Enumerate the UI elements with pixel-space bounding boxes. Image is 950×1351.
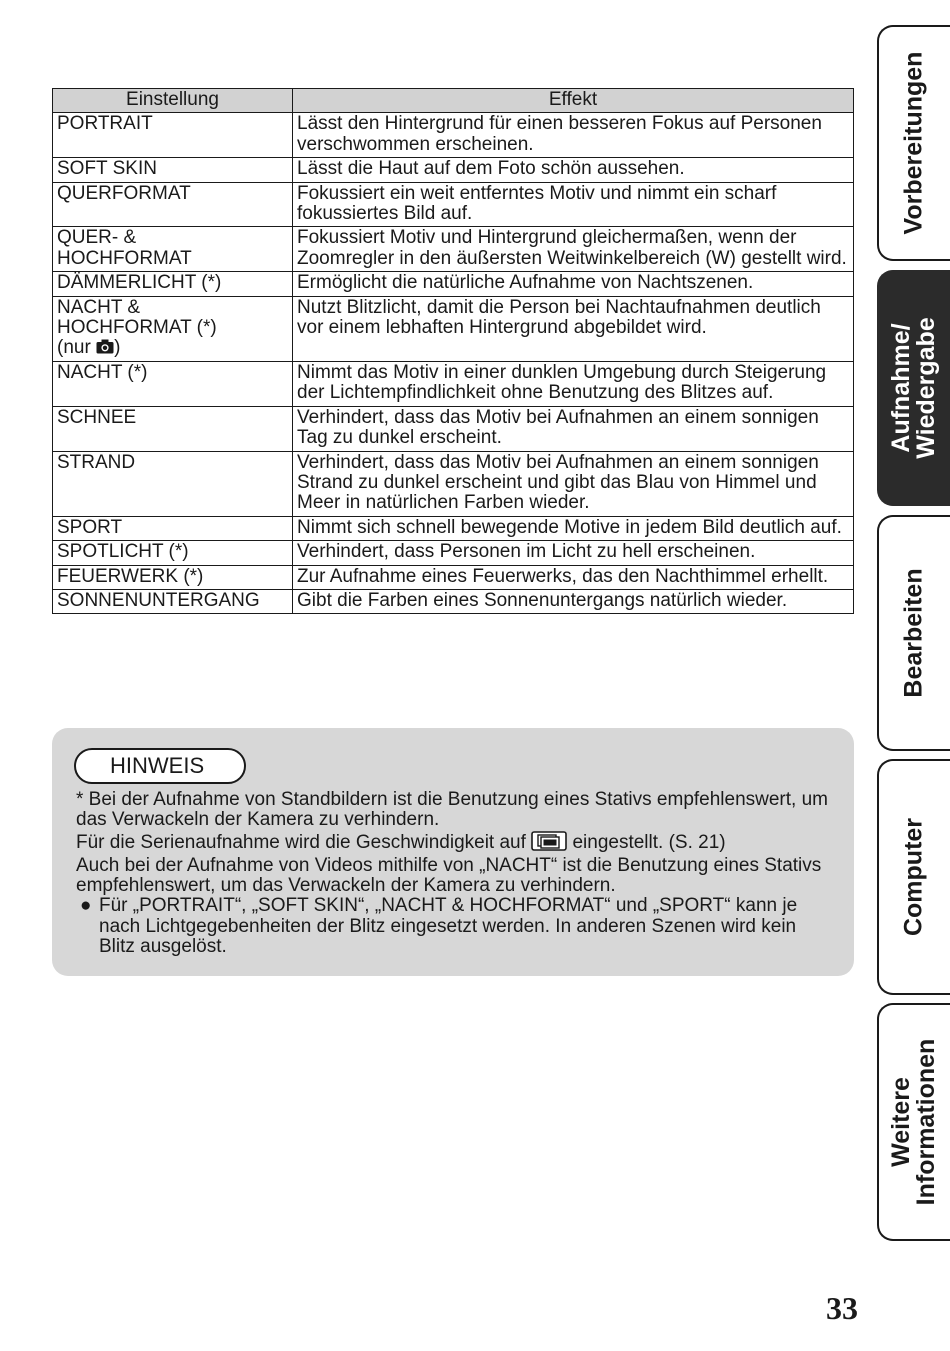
table-row	[53, 565, 854, 589]
tab-bearbeiten[interactable]	[877, 515, 950, 751]
effect-cell: Fokussiert Motiv und Hintergrund gleichermaßen, wenn der Zoomregler in den äußersten Weitwinkelbereich (W) gestellt wird.	[293, 227, 854, 272]
setting-cell: FEUERWERK (*)	[53, 565, 293, 589]
table-row	[53, 296, 854, 361]
tab-label: Aufnahme/ Wiedergabe	[887, 317, 940, 459]
note-bullet	[76, 896, 836, 957]
setting-cell: SCHNEE	[53, 406, 293, 451]
note-title: HINWEIS	[74, 748, 246, 784]
setting-name: NACHT & HOCHFORMAT (*)	[57, 296, 217, 339]
effect-cell: Nimmt das Motiv in einer dunklen Umgebung durch Steigerung der Lichtempfindlichkeit ohne Benutzung des Blitzes auf.	[293, 361, 854, 406]
setting-cell: PORTRAIT	[53, 113, 293, 158]
setting-cell: SPORT	[53, 516, 293, 540]
page-number: 33	[826, 1290, 858, 1326]
bullet-dot: ●	[80, 895, 92, 917]
table-row	[53, 516, 854, 540]
note-series-before: Für die Serienaufnahme wird die Geschwindigkeit auf	[76, 831, 526, 853]
note-paragraph: * Bei der Aufnahme von Standbildern ist die Benutzung eines Stativs empfehlenswert, um das Verwackeln der Kamera zu verhindern.	[76, 789, 828, 831]
header-effect: Effekt	[293, 89, 854, 113]
header-setting: Einstellung	[53, 89, 293, 113]
effect-cell: Gibt die Farben eines Sonnenuntergangs natürlich wieder.	[293, 589, 854, 613]
effect-cell: Zur Aufnahme eines Feuerwerks, das den Nachthimmel erhellt.	[293, 565, 854, 589]
tab-label: Bearbeiten	[899, 568, 928, 698]
effect-cell: Verhindert, dass Personen im Licht zu hell erscheinen.	[293, 541, 854, 565]
effect-cell: Lässt die Haut auf dem Foto schön aussehen.	[293, 158, 854, 182]
effect-cell: Ermöglicht die natürliche Aufnahme von Nachtszenen.	[293, 272, 854, 296]
table-row	[53, 272, 854, 296]
setting-note-close: )	[114, 337, 121, 359]
setting-cell: SOFT SKIN	[53, 158, 293, 182]
table-row	[53, 541, 854, 565]
tab-label: Computer	[899, 817, 928, 937]
note-text	[76, 790, 836, 957]
tab-computer[interactable]	[877, 759, 950, 995]
note-paragraph: Auch bei der Aufnahme von Videos mithilfe von „NACHT“ ist die Benutzung eines Stativs empfehlenswert, um das Verwackeln der Kamera zu verhindern.	[76, 854, 822, 897]
tab-label: Vorbereitungen	[899, 51, 928, 235]
setting-cell: SONNENUNTERGANG	[53, 589, 293, 613]
camera-icon	[96, 339, 114, 354]
table-row	[53, 113, 854, 158]
setting-cell: NACHT (*)	[53, 361, 293, 406]
setting-cell	[53, 296, 293, 361]
note-paragraph	[76, 831, 836, 856]
tab-label: Weitere Informationen	[887, 1038, 940, 1206]
table-row	[53, 227, 854, 272]
table-row	[53, 361, 854, 406]
table-header-row	[53, 89, 854, 113]
continuous-shooting-icon	[531, 831, 567, 856]
setting-cell: QUER- & HOCHFORMAT	[53, 227, 293, 272]
table-row	[53, 182, 854, 227]
tab-weitere-informationen[interactable]	[877, 1003, 950, 1241]
setting-cell: STRAND	[53, 451, 293, 516]
setting-cell: SPOTLICHT (*)	[53, 541, 293, 565]
tab-vorbereitungen[interactable]	[877, 25, 950, 261]
setting-note-open: (nur	[57, 337, 97, 359]
effect-cell: Verhindert, dass das Motiv bei Aufnahmen an einem sonnigen Tag zu dunkel erscheint.	[293, 406, 854, 451]
effect-cell: Fokussiert ein weit entferntes Motiv und nimmt ein scharf fokussiertes Bild auf.	[293, 182, 854, 227]
effect-cell: Nutzt Blitzlicht, damit die Person bei Nachtaufnahmen deutlich vor einem lebhaften Hintergrund abgebildet wird.	[293, 296, 854, 361]
table-row	[53, 158, 854, 182]
effect-cell: Lässt den Hintergrund für einen besseren Fokus auf Personen verschwommen erscheinen.	[293, 113, 854, 158]
note-box	[52, 728, 854, 976]
note-series-after: eingestellt. (S. 21)	[572, 831, 726, 853]
effect-cell: Verhindert, dass das Motiv bei Aufnahmen an einem sonnigen Strand zu dunkel erscheint und gibt das Blau von Himmel und Meer in natürlichen Farben wieder.	[293, 451, 854, 516]
tab-aufnahme-wiedergabe[interactable]	[877, 270, 950, 506]
scene-settings-table	[52, 88, 854, 614]
effect-cell: Nimmt sich schnell bewegende Motive in jedem Bild deutlich auf.	[293, 516, 854, 540]
table-row	[53, 406, 854, 451]
table-row	[53, 589, 854, 613]
setting-cell: QUERFORMAT	[53, 182, 293, 227]
table-row	[53, 451, 854, 516]
bullet-text: Für „PORTRAIT“, „SOFT SKIN“, „NACHT & HOCHFORMAT“ und „SPORT“ kann je nach Lichtgegebenheiten der Blitz eingesetzt werden. In anderen Szenen wird kein Blitz ausgelöst.	[99, 895, 798, 958]
setting-cell: DÄMMERLICHT (*)	[53, 272, 293, 296]
